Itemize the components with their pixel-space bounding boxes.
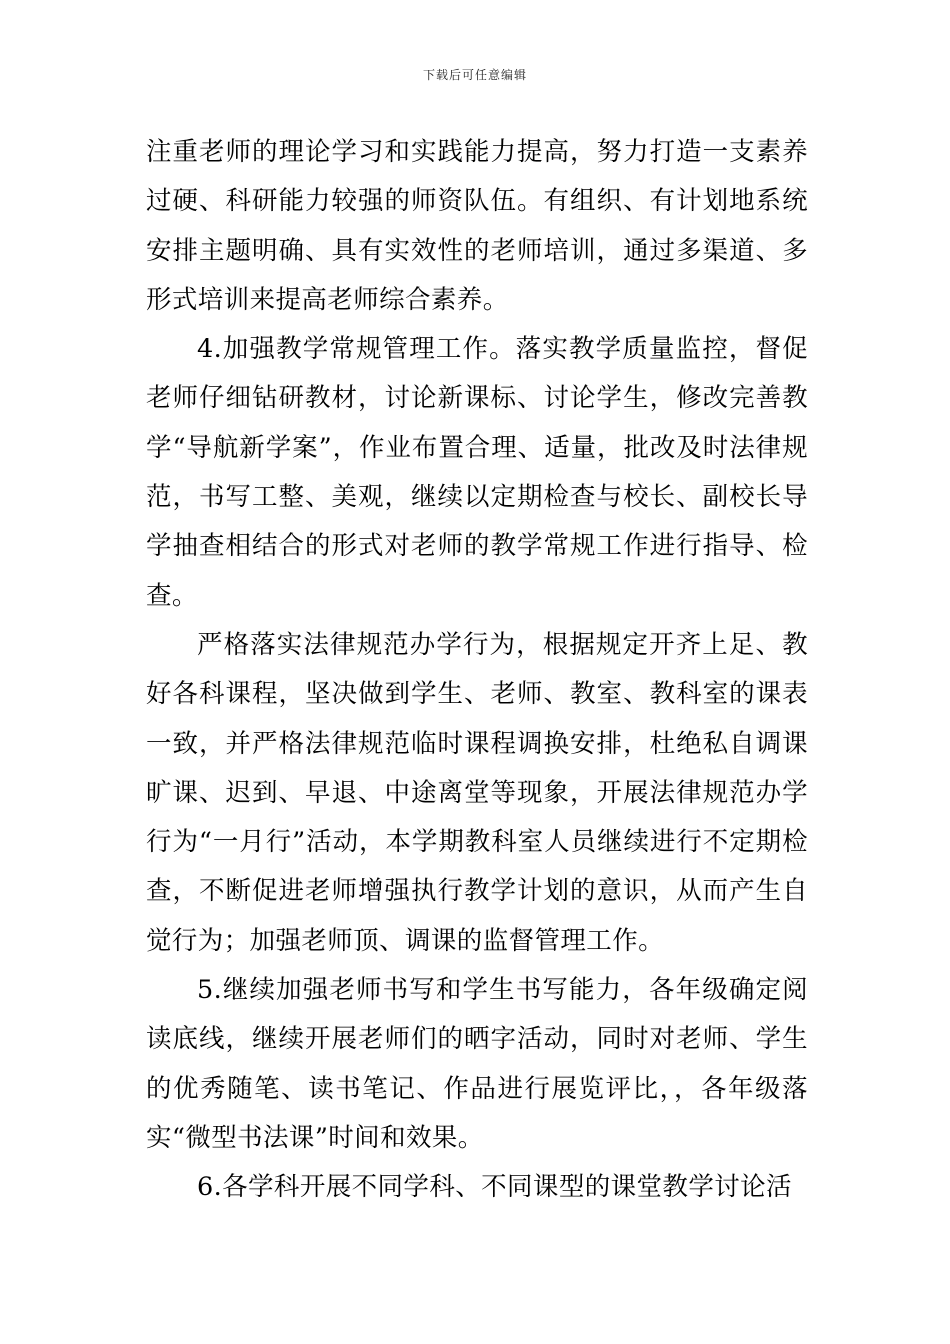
paragraph-writing-ability: 5.继续加强老师书写和学生书写能力，各年级确定阅读底线，继续开展老师们的晒字活动，同时对老师、学生的优秀随笔、读书笔记、作品进行展览评比，，各年级落实“微型书法课”时间和效果。 xyxy=(146,975,808,1153)
paragraph-teaching-routine: 4.加强教学常规管理工作。落实教学质量监控，督促老师仔细钻研教材，讨论新课标、讨论学生，修改完善教学“导航新学案”，作业布置合理、适量，批改及时法律规范，书写工整、美观，继续以定期检查与校长、副校长导学抽查相结合的形式对老师的教学常规工作进行指导、检查。 xyxy=(146,334,808,611)
document-body xyxy=(146,128,808,1213)
paragraph-school-conduct: 严格落实法律规范办学行为，根据规定开齐上足、教好各科课程，坚决做到学生、老师、教室、教科室的课表一致，并严格法律规范临时课程调换安排，杜绝私自调课旷课、迟到、早退、中途离堂等现象，开展法律规范办学行为“一月行”活动，本学期教科室人员继续进行不定期检查，不断促进老师增强执行教学计划的意识，从而产生自觉行为；加强老师顶、调课的监督管理工作。 xyxy=(146,629,808,956)
page-header: 下载后可任意编辑 xyxy=(422,68,527,82)
paragraph-teacher-training: 注重老师的理论学习和实践能力提高，努力打造一支素养过硬、科研能力较强的师资队伍。有组织、有计划地系统安排主题明确、具有实效性的老师培训，通过多渠道、多形式培训来提高老师综合素养。 xyxy=(146,137,808,315)
paragraph-subject-research: 6.各学科开展不同学科、不同课型的课堂教学讨论活 xyxy=(197,1172,792,1203)
